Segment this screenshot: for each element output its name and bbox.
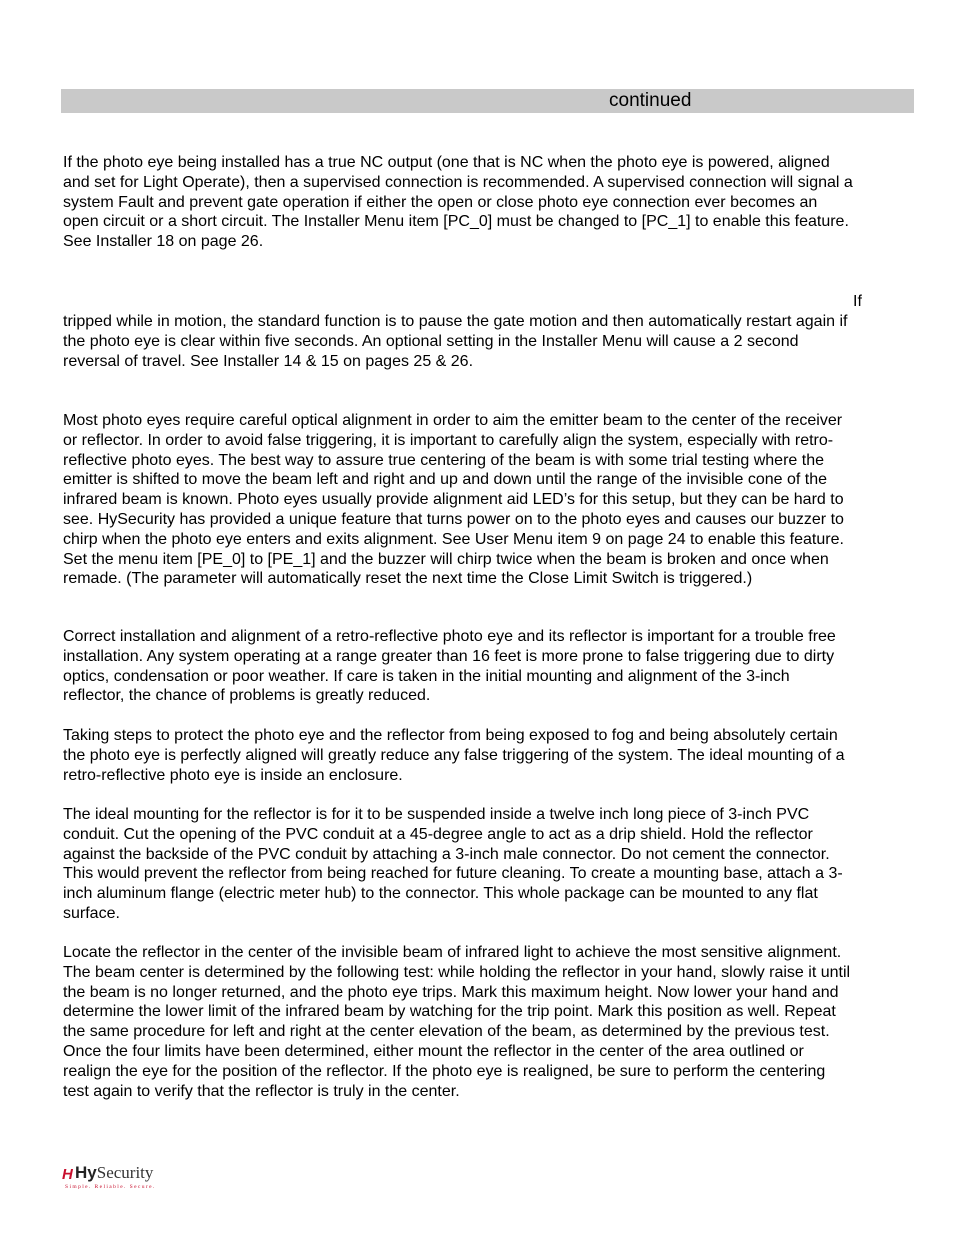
paragraph-retro-reflective-install: Correct installation and alignment of a retro-reflective photo eye and its reflector is important for a trouble free installation. Any system operating at a range greater than 16 feet is more prone to false triggering due to dirty optics, condensation or poor weather. If care is taken in the initial mounting and alignment of the 3-inch reflector, the chance of problems is greatly reduced. [63, 628, 836, 705]
paragraph-tripped-motion: tripped while in motion, the standard function is to pause the gate motion and then automatically restart again if the photo eye is clear within five seconds. An optional setting in the Installer Menu will cause a 2 second reversal of travel. See Installer 14 & 15 on pages 25 & 26. [63, 313, 848, 370]
logo-mark-icon: H [62, 1166, 73, 1183]
section-header-continued: continued [609, 90, 692, 111]
section-header-bar [61, 89, 914, 113]
paragraph-locate-reflector: Locate the reflector in the center of the invisible beam of infrared light to achieve the most sensitive alignment. The beam center is determined by the following test: while holding the reflector in your hand, slowly raise it until the beam is no longer returned, and the photo eye trips. Mark this maximum height. Now lower your hand and determine the lower limit of the infrared beam by watching for the trip point. Mark this position as well. Repeat the same procedure for left and right at the center elevation of the beam, as determined by the previous test. Once the four limits have been determined, either mount the reflector in the center of the area outlined or realign the eye for the position of the reflector. If the photo eye is realigned, be sure to perform the centering test again to verify that the reflector is truly in the center. [63, 944, 851, 1100]
paragraph-supervised-connection: If the photo eye being installed has a true NC output (one that is NC when the photo eye is powered, aligned and set for Light Operate), then a supervised connection is recommended. A supervised connection will signal a system Fault and prevent gate operation if either the open or close photo eye connection ever becomes an open circuit or a short circuit. The Installer Menu item [PC_0] must be changed to [PC_1] to enable this feature. See Installer 18 on page 26. [63, 154, 853, 251]
paragraph-optical-alignment: Most photo eyes require careful optical alignment in order to aim the emitter beam to the center of the receiver or reflector. In order to avoid false triggering, it is important to carefully align the system, especially with retro- reflective photo eyes. The best way to assure true centering of the beam is with some trial testing where the emitter is shifted to move the beam left and right and up and down until the range of the invisible cone of the infrared beam is known. Photo eyes usually provide alignment aid LED’s for this setup, but they can be hard to see. HySecurity has provided a unique feature that turns power on to the photo eyes and causes our buzzer to chirp when the photo eye enters and exits alignment. See User Menu item 9 on page 24 to enable this feature. Set the menu item [PE_0] to [PE_1] and the buzzer will chirp twice when the beam is broken and once when remade. (The parameter will automatically reset the next time the Close Limit Switch is triggered.) [63, 412, 844, 588]
paragraph-fragment-if: If [853, 293, 862, 310]
paragraph-reflector-mounting: The ideal mounting for the reflector is for it to be suspended inside a twelve inch long piece of 3-inch PVC conduit. Cut the opening of the PVC conduit at a 45-degree angle to act as a drip shield. Hold the reflector against the backside of the PVC conduit by attaching a 3-inch male connector. Do not cement the connector. This would prevent the reflector from being reached for future cleaning. To create a mounting base, attach a 3- inch aluminum flange (electric meter hub) to the connector. This whole package can be mounted to any flat surface. [63, 806, 843, 922]
logo-wordmark: HySecurity [75, 1163, 154, 1182]
paragraph-protect-from-fog: Taking steps to protect the photo eye and the reflector from being exposed to fog and being absolutely certain the photo eye is perfectly aligned will greatly reduce any false triggering of the system. The ideal mounting of a retro-reflective photo eye is inside an enclosure. [63, 727, 845, 784]
logo-tagline: Simple. Reliable. Secure. [65, 1184, 156, 1190]
hysecurity-logo [62, 1163, 162, 1193]
